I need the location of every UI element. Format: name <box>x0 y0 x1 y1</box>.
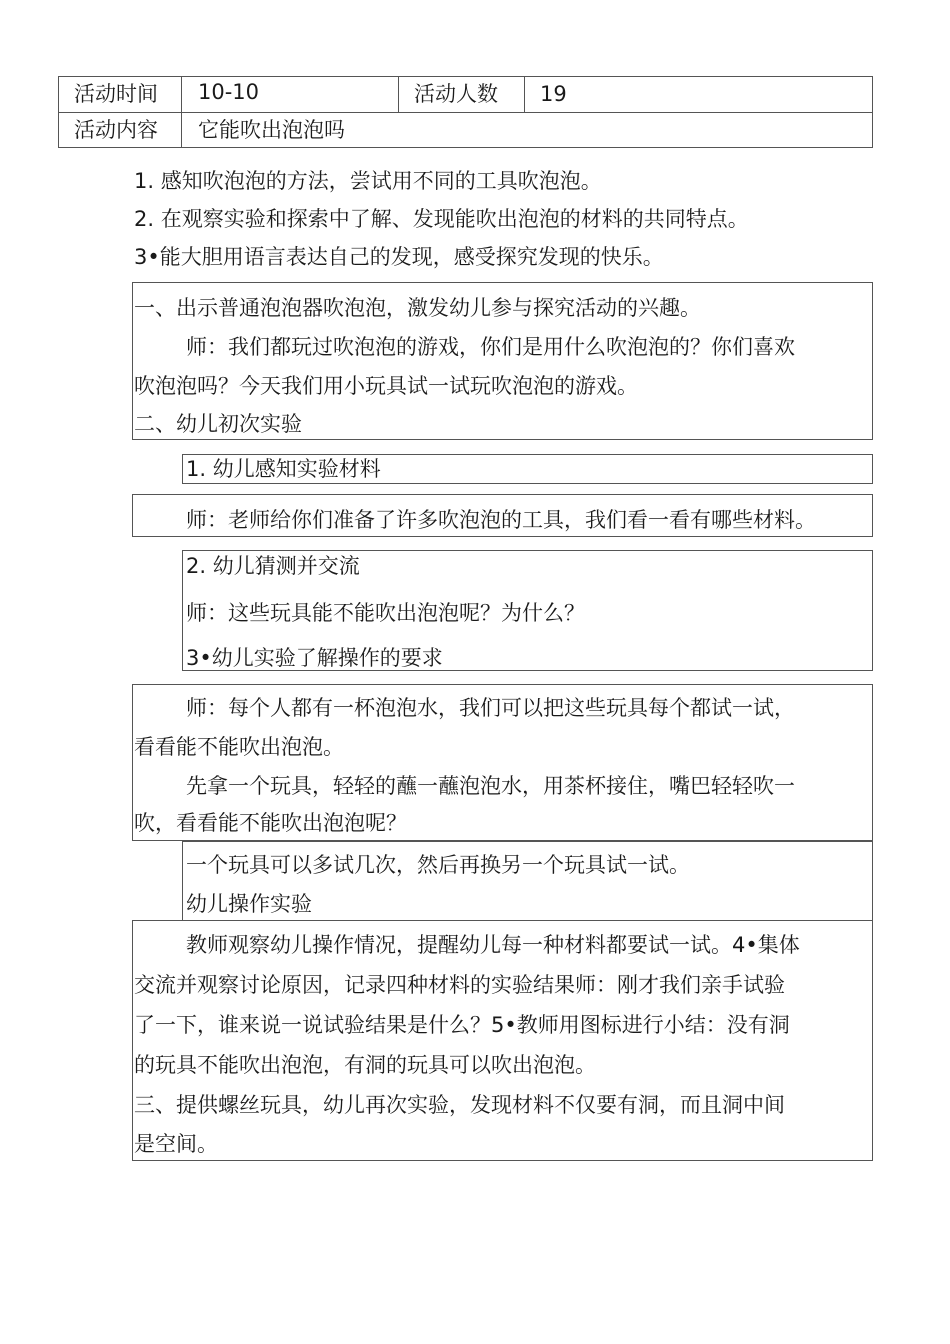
count-label: 活动人数 <box>414 82 498 106</box>
section4-line-2: 幼儿操作实验 <box>186 892 312 916</box>
time-label: 活动时间 <box>74 82 158 106</box>
section5-line-1: 教师观察幼儿操作情况，提醒幼儿每一种材料都要试一试。4•集体 <box>186 933 800 957</box>
goal-3: 3•能大胆用语言表达自己的发现，感受探究发现的快乐。 <box>134 245 664 269</box>
step2-line-2: 师：这些玩具能不能吹出泡泡呢？为什么？ <box>186 601 585 625</box>
section5-line-2: 交流并观察讨论原因，记录四种材料的实验结果师：刚才我们亲手试验 <box>134 973 785 997</box>
header-table-col3 <box>524 76 525 112</box>
section4-line-1: 一个玩具可以多试几次，然后再换另一个玩具试一试。 <box>186 853 690 877</box>
time-value: 10-10 <box>198 80 260 104</box>
section3-line-1: 师：每个人都有一杯泡泡水，我们可以把这些玩具每个都试一试， <box>186 696 795 720</box>
section3-line-4: 吹，看看能不能吹出泡泡呢？ <box>134 811 407 835</box>
goal-2: 2. 在观察实验和探索中了解、发现能吹出泡泡的材料的共同特点。 <box>134 207 749 231</box>
goal-1: 1. 感知吹泡泡的方法，尝试用不同的工具吹泡泡。 <box>134 169 602 193</box>
section1-line-4: 二、幼儿初次实验 <box>134 412 302 436</box>
header-table-col1 <box>181 76 182 148</box>
section5-line-6: 是空间。 <box>134 1132 218 1156</box>
section1-line-1: 一、出示普通泡泡器吹泡泡，激发幼儿参与探究活动的兴趣。 <box>134 296 701 320</box>
section5-line-4: 的玩具不能吹出泡泡，有洞的玩具可以吹出泡泡。 <box>134 1053 596 1077</box>
content-label: 活动内容 <box>74 118 158 142</box>
count-value: 19 <box>540 82 567 106</box>
step2-line-1: 2. 幼儿猜测并交流 <box>186 554 360 578</box>
content-value: 它能吹出泡泡吗 <box>198 118 345 142</box>
step1-teacher-text: 师：老师给你们准备了许多吹泡泡的工具，我们看一看有哪些材料。 <box>186 508 816 532</box>
step1-text: 1. 幼儿感知实验材料 <box>186 457 381 481</box>
section1-line-2: 师：我们都玩过吹泡泡的游戏，你们是用什么吹泡泡的？你们喜欢 <box>186 335 795 359</box>
header-table-col2 <box>398 76 399 112</box>
section5-line-5: 三、提供螺丝玩具，幼儿再次实验，发现材料不仅要有洞，而且洞中间 <box>134 1093 785 1117</box>
section5-line-3: 了一下，谁来说一说试验结果是什么？5•教师用图标进行小结：没有洞 <box>134 1013 790 1037</box>
section1-line-3: 吹泡泡吗？今天我们用小玩具试一试玩吹泡泡的游戏。 <box>134 374 638 398</box>
section3-line-3: 先拿一个玩具，轻轻的蘸一蘸泡泡水，用茶杯接住，嘴巴轻轻吹一 <box>186 774 795 798</box>
step2-line-3: 3•幼儿实验了解操作的要求 <box>186 646 443 670</box>
section3-line-2: 看看能不能吹出泡泡。 <box>134 735 344 759</box>
